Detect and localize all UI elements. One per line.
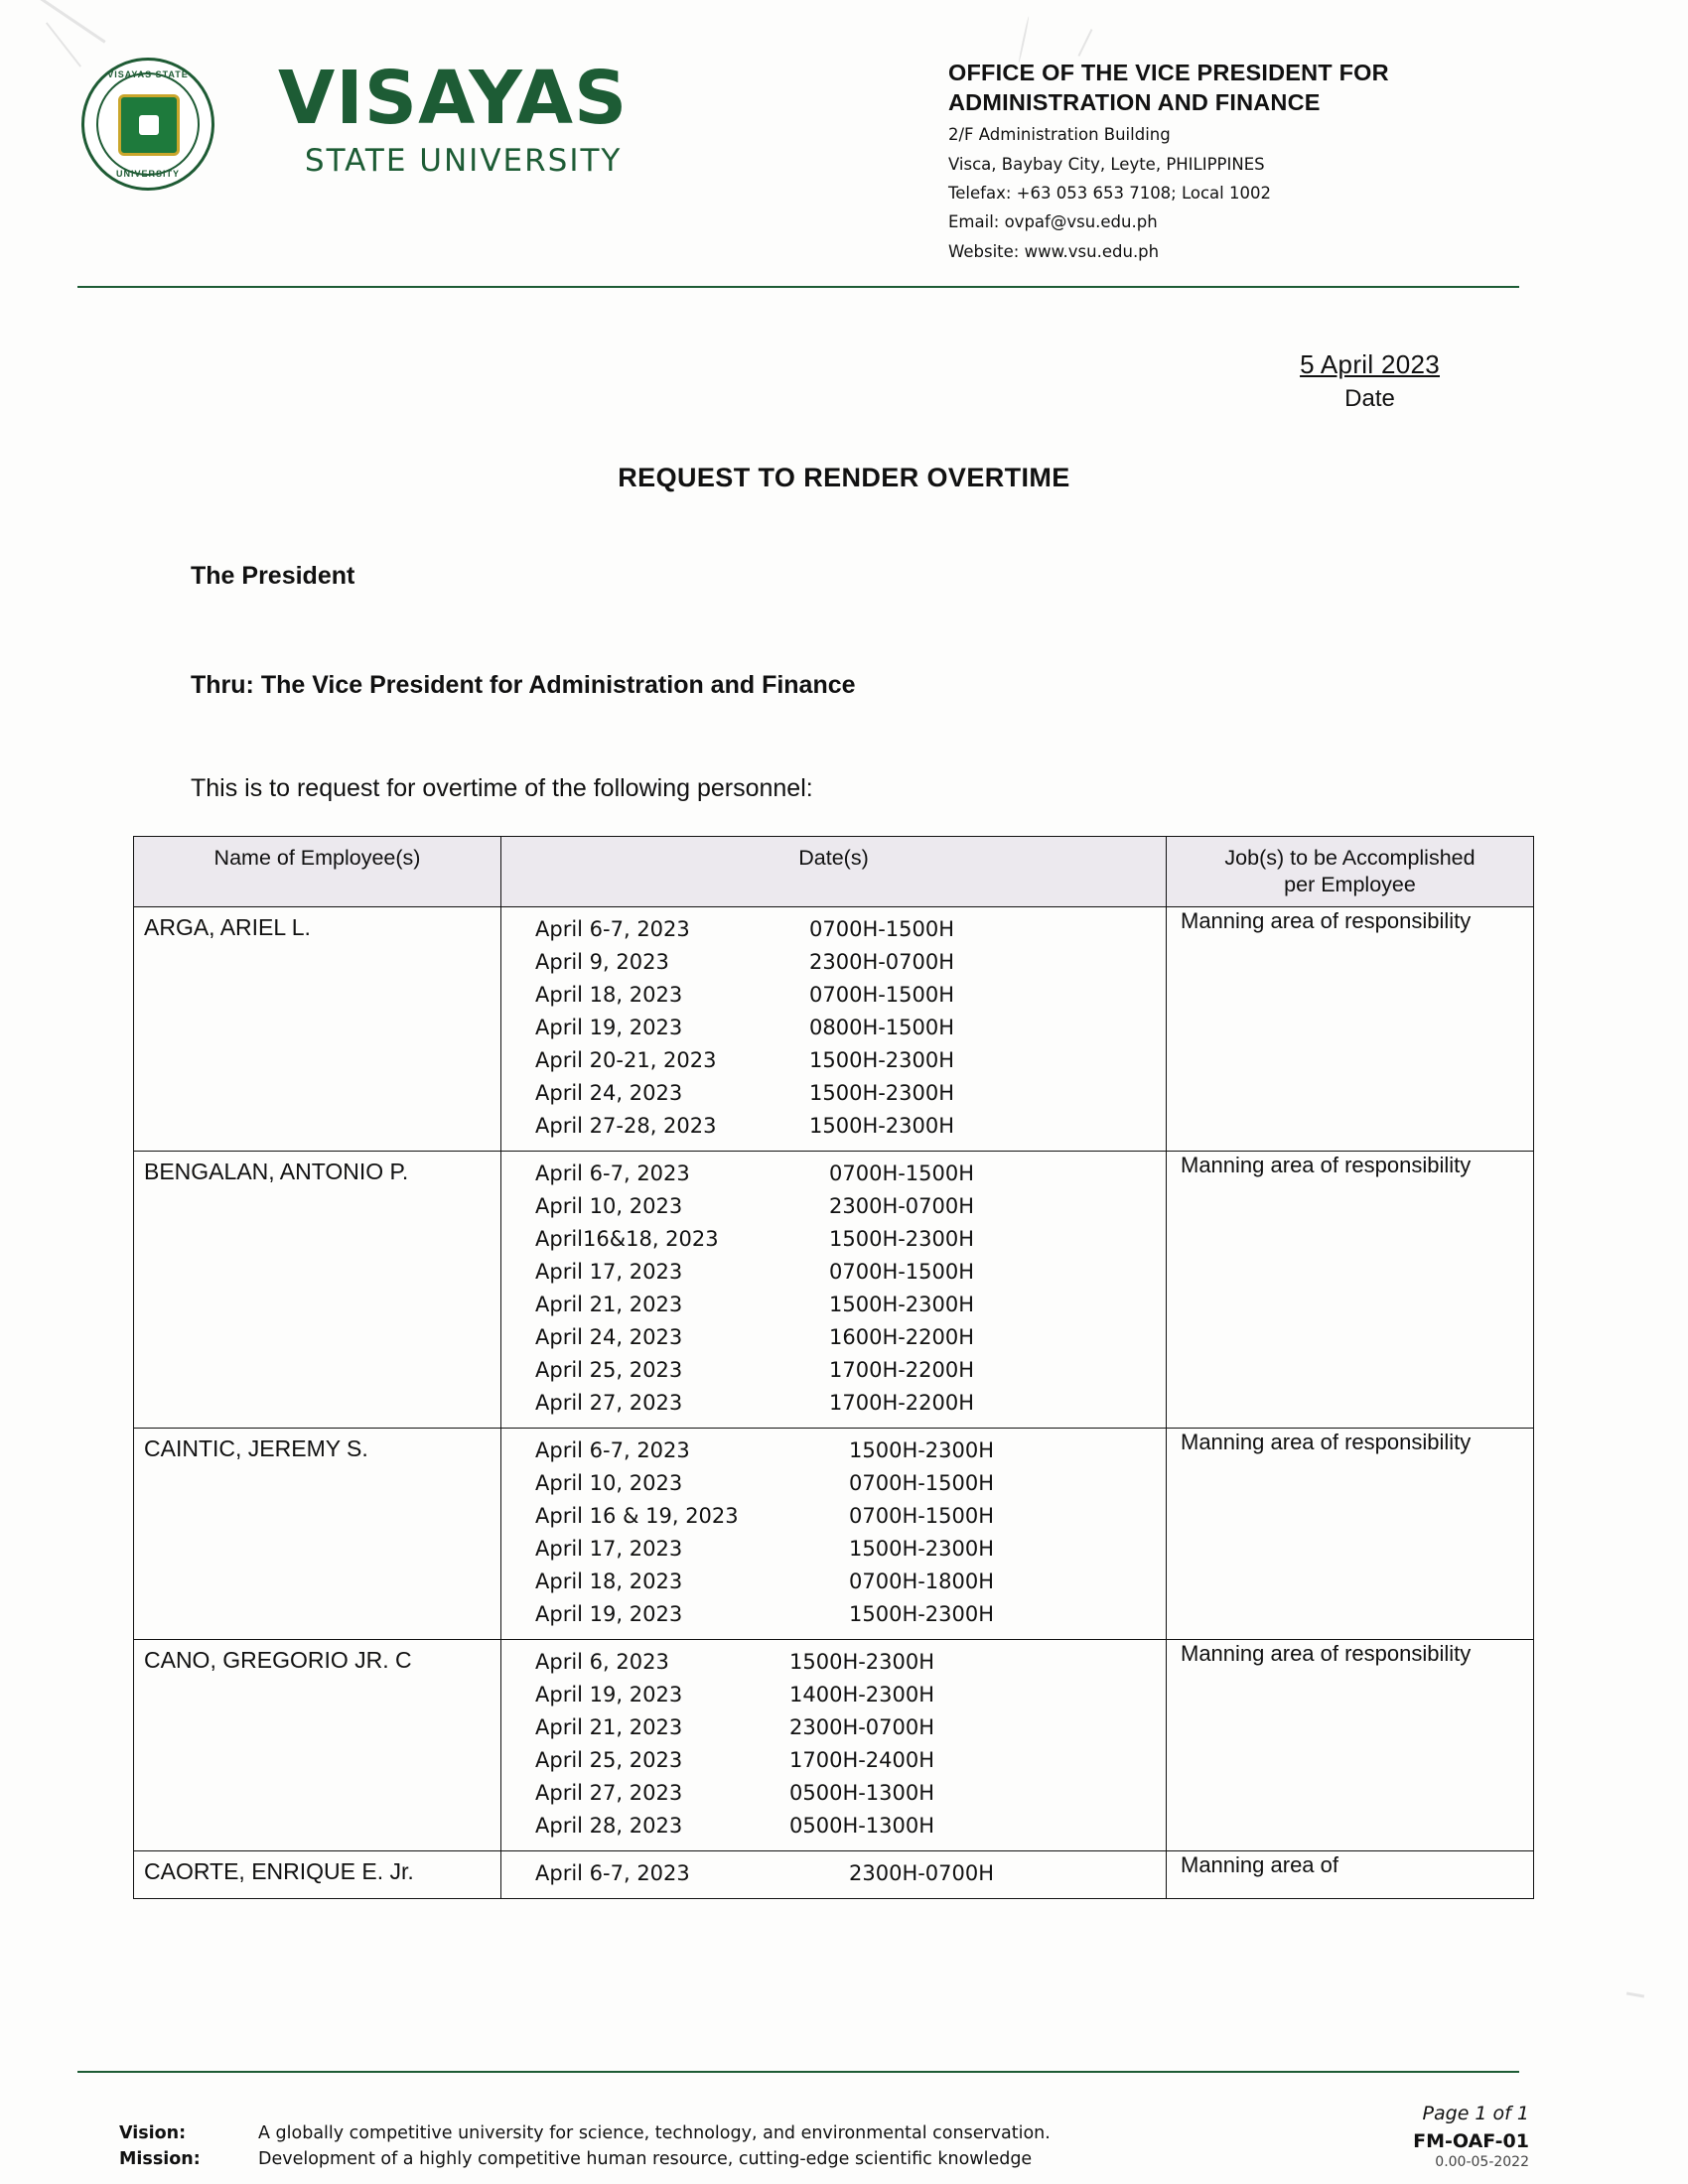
university-seal-logo <box>81 58 220 197</box>
date-entry <box>501 1777 1166 1810</box>
time-text: 1500H-2300H <box>849 1437 995 1462</box>
date-entry <box>501 1354 1166 1387</box>
wordmark-sub: STATE UNIVERSITY <box>304 143 623 179</box>
date-text: April 19, 2023 <box>535 1601 683 1626</box>
date-entry <box>501 1711 1166 1744</box>
page-title: REQUEST TO RENDER OVERTIME <box>618 463 1070 492</box>
time-text: 0700H-1500H <box>829 1259 975 1284</box>
table-row <box>134 1850 1534 1898</box>
overtime-table-wrapper <box>133 836 1533 1899</box>
thru-line: Thru: The Vice President for Administration and Finance <box>191 671 856 699</box>
table-row <box>134 1428 1534 1639</box>
column-header-name: Name of Employee(s) <box>134 837 501 907</box>
footer-divider <box>77 2071 1519 2073</box>
date-text: April 17, 2023 <box>535 1536 683 1561</box>
date-entry <box>501 1190 1166 1223</box>
date-entry <box>501 1110 1166 1143</box>
date-text: April 6-7, 2023 <box>535 1160 690 1185</box>
date-entry <box>501 1387 1166 1420</box>
job-description: Manning area of responsibility <box>1167 1428 1534 1639</box>
date-entry <box>501 1810 1166 1843</box>
time-text: 1500H-2300H <box>829 1292 975 1316</box>
date-entry <box>501 913 1166 946</box>
job-description: Manning area of responsibility <box>1167 1639 1534 1850</box>
column-header-job-line1: Job(s) to be Accomplished <box>1224 846 1476 870</box>
date-text: April 19, 2023 <box>535 1682 683 1706</box>
mission-text: Development of a highly competitive human resource, cutting-edge scientific knowledge <box>258 2148 1033 2169</box>
time-text: 2300H-0700H <box>829 1193 975 1218</box>
date-entry <box>501 1679 1166 1711</box>
document-date <box>1300 349 1440 413</box>
scan-artifact <box>1626 1991 1644 1997</box>
date-entry <box>501 1044 1166 1077</box>
table-header-row <box>134 837 1534 907</box>
date-text: April 18, 2023 <box>535 982 683 1007</box>
time-text: 0700H-1500H <box>809 916 955 941</box>
time-text: 0700H-1800H <box>849 1569 995 1593</box>
time-text: 2300H-0700H <box>789 1714 935 1739</box>
date-text: April 6-7, 2023 <box>535 1437 690 1462</box>
table-row <box>134 1639 1534 1850</box>
vision-label: Vision: <box>119 2123 187 2144</box>
job-description: Manning area of responsibility <box>1167 906 1534 1151</box>
date-text: April16&18, 2023 <box>535 1226 719 1251</box>
time-text: 1500H-2300H <box>809 1047 955 1072</box>
time-text: 2300H-0700H <box>849 1860 995 1885</box>
page-number: Page 1 of 1 <box>1422 2103 1529 2124</box>
date-text: April 6, 2023 <box>535 1649 669 1674</box>
office-address-line4: Email: ovpaf@vsu.edu.ph <box>948 212 1158 232</box>
seal-icon <box>81 58 214 191</box>
date-text: April 18, 2023 <box>535 1569 683 1593</box>
office-title-line2: ADMINISTRATION AND FINANCE <box>948 89 1321 116</box>
date-text: April 10, 2023 <box>535 1470 683 1495</box>
employee-dates <box>501 1639 1167 1850</box>
date-entry <box>501 1467 1166 1500</box>
overtime-table-body <box>134 906 1534 1898</box>
job-description: Manning area of <box>1167 1850 1534 1898</box>
date-text: April 24, 2023 <box>535 1080 683 1105</box>
addressee: The President <box>191 562 355 590</box>
footer-mission-row <box>119 2147 1569 2172</box>
date-text: April 9, 2023 <box>535 949 669 974</box>
employee-dates <box>501 1428 1167 1639</box>
date-label: Date <box>1344 385 1395 412</box>
employee-name: CAINTIC, JEREMY S. <box>134 1428 501 1639</box>
date-text: April 21, 2023 <box>535 1714 683 1739</box>
date-entry <box>501 1533 1166 1566</box>
date-value: 5 April 2023 <box>1300 349 1440 379</box>
footer-vision-row <box>119 2121 1569 2146</box>
date-text: April 25, 2023 <box>535 1747 683 1772</box>
date-entry <box>501 1646 1166 1679</box>
time-text: 0700H-1500H <box>849 1470 995 1495</box>
office-address-line2: Visca, Baybay City, Leyte, PHILIPPINES <box>948 154 1265 174</box>
date-text: April 17, 2023 <box>535 1259 683 1284</box>
column-header-dates: Date(s) <box>501 837 1167 907</box>
employee-dates <box>501 1850 1167 1898</box>
seal-emblem-icon <box>118 94 180 156</box>
time-text: 1500H-2300H <box>849 1536 995 1561</box>
time-text: 1500H-2300H <box>829 1226 975 1251</box>
time-text: 1600H-2200H <box>829 1324 975 1349</box>
date-text: April 27, 2023 <box>535 1390 683 1415</box>
date-entry <box>501 1500 1166 1533</box>
employee-dates <box>501 1151 1167 1428</box>
form-code: FM-OAF-01 <box>1413 2130 1529 2152</box>
header-divider <box>77 286 1519 288</box>
office-title-line1: OFFICE OF THE VICE PRESIDENT FOR <box>948 60 1389 85</box>
date-text: April 28, 2023 <box>535 1813 683 1838</box>
employee-name: CAORTE, ENRIQUE E. Jr. <box>134 1850 501 1898</box>
date-entry <box>501 1012 1166 1044</box>
vision-text: A globally competitive university for science, technology, and environmental conservation. <box>258 2123 1051 2144</box>
employee-name: CANO, GREGORIO JR. C <box>134 1639 501 1850</box>
date-entry <box>501 1434 1166 1467</box>
date-text: April 27, 2023 <box>535 1780 683 1805</box>
letterhead <box>0 0 1688 261</box>
time-text: 0500H-1300H <box>789 1813 935 1838</box>
office-address-line3: Telefax: +63 053 653 7108; Local 1002 <box>948 184 1271 203</box>
date-entry <box>501 1566 1166 1598</box>
footer-meta <box>1413 2103 1529 2170</box>
footer-vision-mission <box>119 2121 1569 2172</box>
time-text: 0700H-1500H <box>829 1160 975 1185</box>
date-entry <box>501 979 1166 1012</box>
time-text: 1500H-2300H <box>809 1080 955 1105</box>
time-text: 2300H-0700H <box>809 949 955 974</box>
date-text: April 27-28, 2023 <box>535 1113 717 1138</box>
form-revision: 0.00-05-2022 <box>1435 2154 1529 2170</box>
office-address-line5: Website: www.vsu.edu.ph <box>948 241 1160 261</box>
date-entry <box>501 946 1166 979</box>
date-text: April 10, 2023 <box>535 1193 683 1218</box>
university-wordmark <box>278 56 629 179</box>
seal-top-text: VISAYAS STATE <box>107 69 189 79</box>
intro-paragraph: This is to request for overtime of the following personnel: <box>191 774 813 802</box>
column-header-job <box>1167 837 1534 907</box>
date-entry <box>501 1256 1166 1289</box>
time-text: 0500H-1300H <box>789 1780 935 1805</box>
table-row <box>134 906 1534 1151</box>
date-entry <box>501 1598 1166 1631</box>
time-text: 0700H-1500H <box>849 1503 995 1528</box>
date-text: April 21, 2023 <box>535 1292 683 1316</box>
time-text: 0700H-1500H <box>809 982 955 1007</box>
office-info <box>948 58 1564 263</box>
date-entry <box>501 1077 1166 1110</box>
date-entry <box>501 1289 1166 1321</box>
employee-name: BENGALAN, ANTONIO P. <box>134 1151 501 1428</box>
time-text: 1700H-2400H <box>789 1747 935 1772</box>
time-text: 1400H-2300H <box>789 1682 935 1706</box>
time-text: 0800H-1500H <box>809 1015 955 1039</box>
seal-bottom-text: UNIVERSITY <box>115 169 180 179</box>
date-entry <box>501 1744 1166 1777</box>
column-header-job-line2: per Employee <box>1284 872 1416 896</box>
overtime-table <box>133 836 1534 1899</box>
date-text: April 6-7, 2023 <box>535 1860 690 1885</box>
date-text: April 19, 2023 <box>535 1015 683 1039</box>
time-text: 1500H-2300H <box>809 1113 955 1138</box>
date-text: April 25, 2023 <box>535 1357 683 1382</box>
date-text: April 24, 2023 <box>535 1324 683 1349</box>
employee-dates <box>501 906 1167 1151</box>
mission-label: Mission: <box>119 2148 201 2169</box>
office-address-line1: 2/F Administration Building <box>948 125 1171 145</box>
time-text: 1700H-2200H <box>829 1357 975 1382</box>
wordmark-main: VISAYAS <box>278 56 629 141</box>
date-text: April 20-21, 2023 <box>535 1047 717 1072</box>
time-text: 1700H-2200H <box>829 1390 975 1415</box>
date-entry <box>501 1223 1166 1256</box>
date-entry <box>501 1321 1166 1354</box>
date-text: April 16 & 19, 2023 <box>535 1503 739 1528</box>
date-entry <box>501 1158 1166 1190</box>
table-row <box>134 1151 1534 1428</box>
job-description: Manning area of responsibility <box>1167 1151 1534 1428</box>
employee-name: ARGA, ARIEL L. <box>134 906 501 1151</box>
date-text: April 6-7, 2023 <box>535 916 690 941</box>
date-entry <box>501 1857 1166 1890</box>
time-text: 1500H-2300H <box>789 1649 935 1674</box>
time-text: 1500H-2300H <box>849 1601 995 1626</box>
